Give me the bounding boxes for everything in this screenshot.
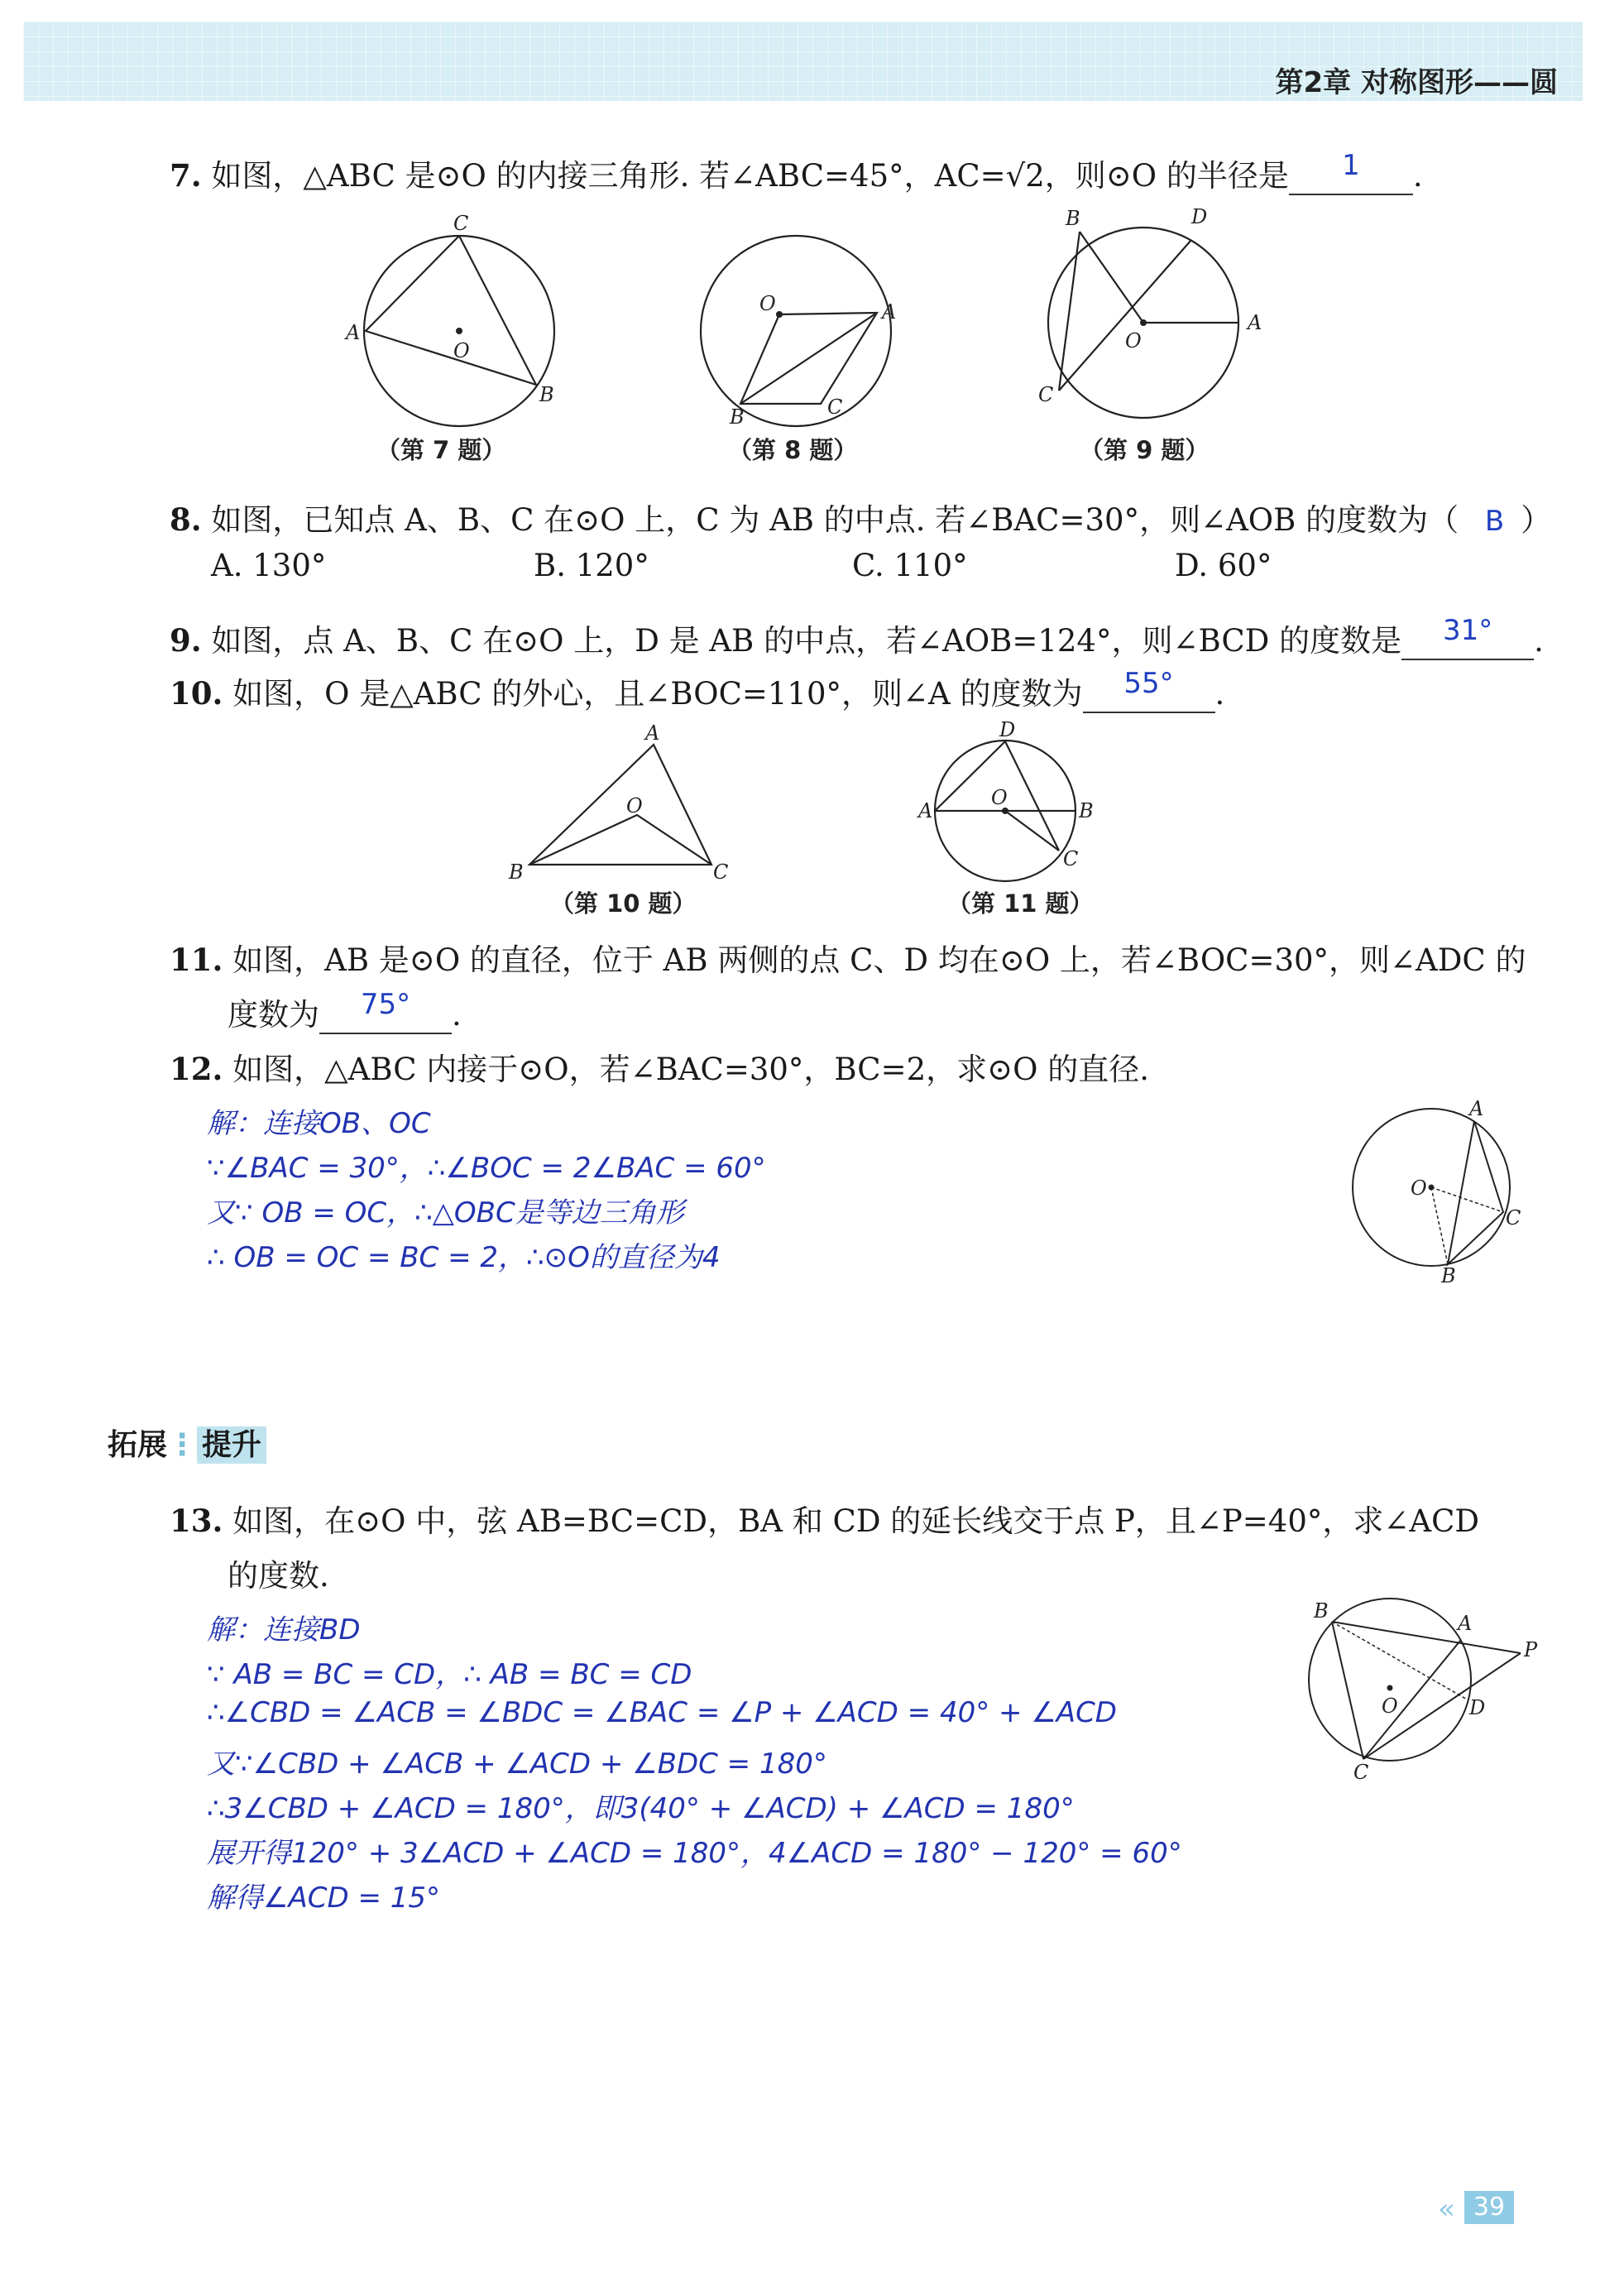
period: .	[1534, 623, 1544, 659]
label-O: O	[1125, 329, 1142, 352]
question-8	[170, 495, 1551, 539]
question-text: 如图，已知点 A、B、C 在⊙O 上，C 为 AB 的中点. 若∠BAC=30°，则∠AOB 的度数为（	[211, 502, 1459, 538]
solution-12-line-4: ∴ OB = OC = BC = 2，∴⊙O的直径为4	[207, 1241, 721, 1274]
question-number: 11.	[170, 942, 223, 978]
close-paren: ）	[1521, 502, 1552, 538]
figure-8	[701, 236, 896, 429]
label-O: O	[1382, 1695, 1398, 1718]
question-9	[170, 616, 1544, 660]
answer: 55°	[1123, 667, 1174, 700]
answer-blank	[319, 988, 452, 1034]
chapter-title: 第2章 对称图形——圆	[1275, 66, 1558, 99]
label-A: A	[1458, 1612, 1473, 1635]
question-text-cont: 度数为	[228, 997, 319, 1033]
answer: 75°	[360, 988, 411, 1021]
label-C: C	[453, 212, 469, 235]
label-A: A	[1469, 1097, 1484, 1120]
question-text: 如图，在⊙O 中，弦 AB=BC=CD，BA 和 CD 的延长线交于点 P，且∠P=40°，求∠ACD	[232, 1503, 1480, 1539]
label-O: O	[991, 786, 1008, 809]
caption-9: （第 9 题）	[1080, 436, 1210, 464]
figures-10-11	[496, 720, 1158, 885]
label-C: C	[1506, 1206, 1521, 1230]
label-B: B	[539, 383, 554, 406]
section-header: 拓展⋮ 提升	[108, 1421, 266, 1464]
label-C: C	[827, 395, 843, 419]
question-number: 13.	[170, 1503, 223, 1539]
label-A: A	[882, 300, 897, 324]
label-B: B	[1314, 1599, 1329, 1623]
label-B: B	[1079, 799, 1094, 822]
solution-12-line-2: ∵∠BAC = 30°，∴∠BOC = 2∠BAC = 60°	[207, 1152, 766, 1185]
solution-13-line-1: 解：连接BD	[207, 1613, 361, 1647]
question-10	[170, 669, 1224, 713]
figure-13	[1299, 1589, 1547, 1787]
figures-7-8-9	[331, 207, 1324, 455]
question-number: 9.	[170, 622, 202, 659]
label-O: O	[1411, 1177, 1427, 1200]
solution-12-line-1: 解：连接OB、OC	[207, 1107, 431, 1140]
question-12	[170, 1044, 1149, 1089]
figure-12	[1340, 1084, 1539, 1291]
label-A: A	[918, 799, 933, 822]
answer: 1	[1342, 149, 1360, 182]
option-b: B. 120°	[534, 548, 649, 583]
caption-8: （第 8 题）	[728, 436, 858, 464]
section-label-b: 提升	[197, 1426, 266, 1464]
label-D: D	[999, 720, 1016, 741]
label-B: B	[730, 405, 745, 429]
label-C: C	[713, 860, 729, 884]
figure-9	[1038, 207, 1262, 418]
question-number: 10.	[170, 675, 223, 712]
question-text: 如图，AB 是⊙O 的直径，位于 AB 两侧的点 C、D 均在⊙O 上，若∠BOC=30°，则∠ADC 的	[232, 942, 1526, 978]
label-B: B	[509, 860, 524, 884]
figure-10	[508, 721, 728, 884]
caption-7: （第 7 题）	[376, 436, 506, 464]
caption-10: （第 10 题）	[550, 889, 697, 918]
page-number: 39	[1464, 2191, 1514, 2224]
label-A: A	[1248, 311, 1262, 334]
section-label-a: 拓展	[108, 1428, 168, 1462]
label-C: C	[1038, 383, 1054, 406]
question-text: 如图，△ABC 内接于⊙O，若∠BAC=30°，BC=2，求⊙O 的直径.	[232, 1052, 1149, 1087]
question-7	[170, 151, 1423, 195]
solution-12-line-3: 又∵ OB = OC，∴△OBC是等边三角形	[207, 1196, 684, 1230]
label-B: B	[1066, 207, 1080, 230]
label-D: D	[1191, 207, 1208, 228]
label-C: C	[1353, 1761, 1369, 1784]
solution-13-line-7: 解得∠ACD = 15°	[207, 1882, 441, 1915]
answer-blank	[1401, 614, 1534, 660]
label-C: C	[1063, 847, 1079, 870]
question-text: 如图，△ABC 是⊙O 的内接三角形. 若∠ABC=45°，AC=√2，则⊙O 的半径是	[211, 158, 1289, 194]
page-arrow-icon: «	[1438, 2193, 1455, 2226]
answer-blank	[1083, 667, 1215, 713]
label-A: A	[645, 721, 660, 745]
question-11-cont	[228, 990, 462, 1034]
label-D: D	[1469, 1696, 1486, 1719]
label-B: B	[1441, 1264, 1456, 1287]
question-11	[170, 935, 1526, 980]
label-O: O	[759, 292, 776, 315]
solution-13-line-4: 又∵∠CBD + ∠ACB + ∠ACD + ∠BDC = 180°	[207, 1747, 827, 1781]
solution-13-line-6: 展开得120° + 3∠ACD + ∠ACD = 180°，4∠ACD = 180° − 120° = 60°	[207, 1837, 1182, 1870]
answer: B	[1484, 505, 1505, 538]
answer: 31°	[1442, 614, 1493, 647]
option-c: C. 110°	[852, 548, 968, 583]
label-A: A	[346, 321, 361, 344]
solution-13-line-5: ∴3∠CBD + ∠ACD = 180°，即3(40° + ∠ACD) + ∠ACD = 180°	[207, 1792, 1075, 1825]
question-number: 12.	[170, 1051, 223, 1087]
label-O: O	[626, 794, 643, 817]
period: .	[1214, 676, 1225, 712]
question-text: 如图，点 A、B、C 在⊙O 上，D 是 AB 的中点，若∠AOB=124°，则∠BCD 的度数是	[211, 623, 1402, 659]
question-text: 如图，O 是△ABC 的外心，且∠BOC=110°，则∠A 的度数为	[232, 676, 1083, 712]
label-P: P	[1524, 1638, 1538, 1661]
question-number: 7.	[170, 157, 202, 194]
caption-11: （第 11 题）	[947, 889, 1094, 918]
solution-13-line-3: ∴∠CBD = ∠ACB = ∠BDC = ∠BAC = ∠P + ∠ACD = 40° + ∠ACD	[207, 1696, 1117, 1729]
question-13-cont: 的度数.	[228, 1558, 329, 1594]
label-O: O	[453, 339, 470, 362]
option-a: A. 130°	[211, 548, 327, 583]
figure-11	[917, 720, 1094, 881]
option-d: D. 60°	[1175, 548, 1272, 583]
answer-blank	[1289, 149, 1413, 195]
figure-7	[344, 212, 554, 426]
question-13	[170, 1496, 1479, 1541]
solution-13-line-2: ∵ AB = BC = CD，∴ AB = BC = CD	[207, 1658, 692, 1691]
question-number: 8.	[170, 501, 202, 538]
period: .	[1412, 158, 1423, 194]
period: .	[452, 997, 462, 1033]
